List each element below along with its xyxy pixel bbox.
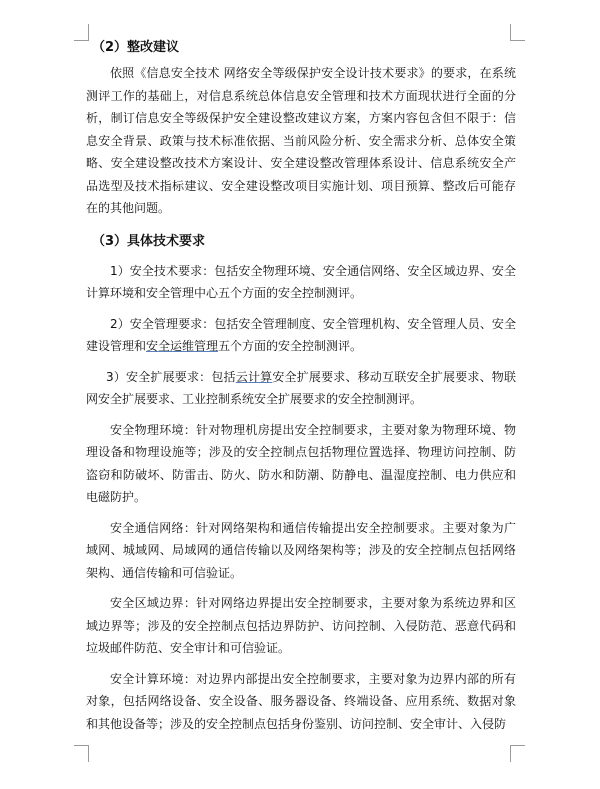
requirement-extension [86, 366, 516, 411]
underlined-term-ops-management: 安全运维管理 [146, 339, 219, 353]
requirement-extension-tail: 安全扩展要求、移动互联安全扩展要求、物联网安全扩展要求、工业控制系统安全扩展要求的安全控制测评。 [86, 369, 516, 406]
crop-mark-bottom-left [74, 745, 89, 762]
requirement-technical: 1）安全技术要求：包括安全物理环境、安全通信网络、安全区域边界、安全计算环境和安全管理中心五个方面的安全控制测评。 [86, 263, 516, 300]
section-heading-rectification: （2）整改建议 [92, 40, 180, 55]
crop-mark-bottom-right [510, 745, 525, 762]
requirement-management-tail: 五个方面的安全控制测评。 [218, 339, 363, 353]
underlined-term-cloud-computing: 云计算 [235, 369, 273, 384]
document-body [86, 38, 516, 735]
rectification-paragraph: 依照《信息安全技术 网络安全等级保护安全设计技术要求》的要求，在系统测评工作的基础上，对信息系统总体信息安全管理和技术方面现状进行全面的分析，制订信息安全等级保护安全建设整改建议方案，方案内容包含但不限于：信息安全背景、政策与技术标准依据、当前风险分析、安全需求分析、总体安全策略、安全建设整改技术方案设计、安全建设整改管理体系设计、信息系统安全产品选型及技术指标建议、安全建设整改项目实施计划、项目预算、整改后可能存在的其他问题。 [86, 66, 516, 215]
desc-physical-environment: 安全物理环境：针对物理机房提出安全控制要求，主要对象为物理环境、物理设备和物理设施等；涉及的安全控制点包括物理位置选择、物理访问控制、防盗窃和防破坏、防雷击、防火、防水和防潮、防静电、温湿度控制、电力供应和电磁防护。 [86, 422, 516, 504]
requirement-extension-text: 3）安全扩展要求：包括 [106, 369, 236, 384]
requirement-management [86, 313, 516, 358]
desc-communication-network: 安全通信网络：针对网络架构和通信传输提出安全控制要求。主要对象为广域网、城域网、局域网的通信传输以及网络架构等；涉及的安全控制点包括网络架构、通信传输和可信验证。 [86, 520, 516, 580]
section-heading-technical-requirements: （3）具体技术要求 [92, 233, 206, 249]
desc-computing-environment: 安全计算环境：对边界内部提出安全控制要求，主要对象为边界内部的所有对象，包括网络设备、安全设备、服务器设备、终端设备、应用系统、数据对象和其他设备等；涉及的安全控制点包括身份鉴别、访问控制、安全审计、入侵防 [86, 671, 516, 731]
requirement-management-text: 2）安全管理要求：包括安全管理制度、安全管理机构、安全管理人员、安全建设管理和 [86, 316, 516, 353]
desc-area-boundary: 安全区域边界：针对网络边界提出安全控制要求，主要对象为系统边界和区域边界等；涉及的安全控制点包括边界防护、访问控制、入侵防范、恶意代码和垃圾邮件防范、安全审计和可信验证。 [86, 596, 516, 655]
